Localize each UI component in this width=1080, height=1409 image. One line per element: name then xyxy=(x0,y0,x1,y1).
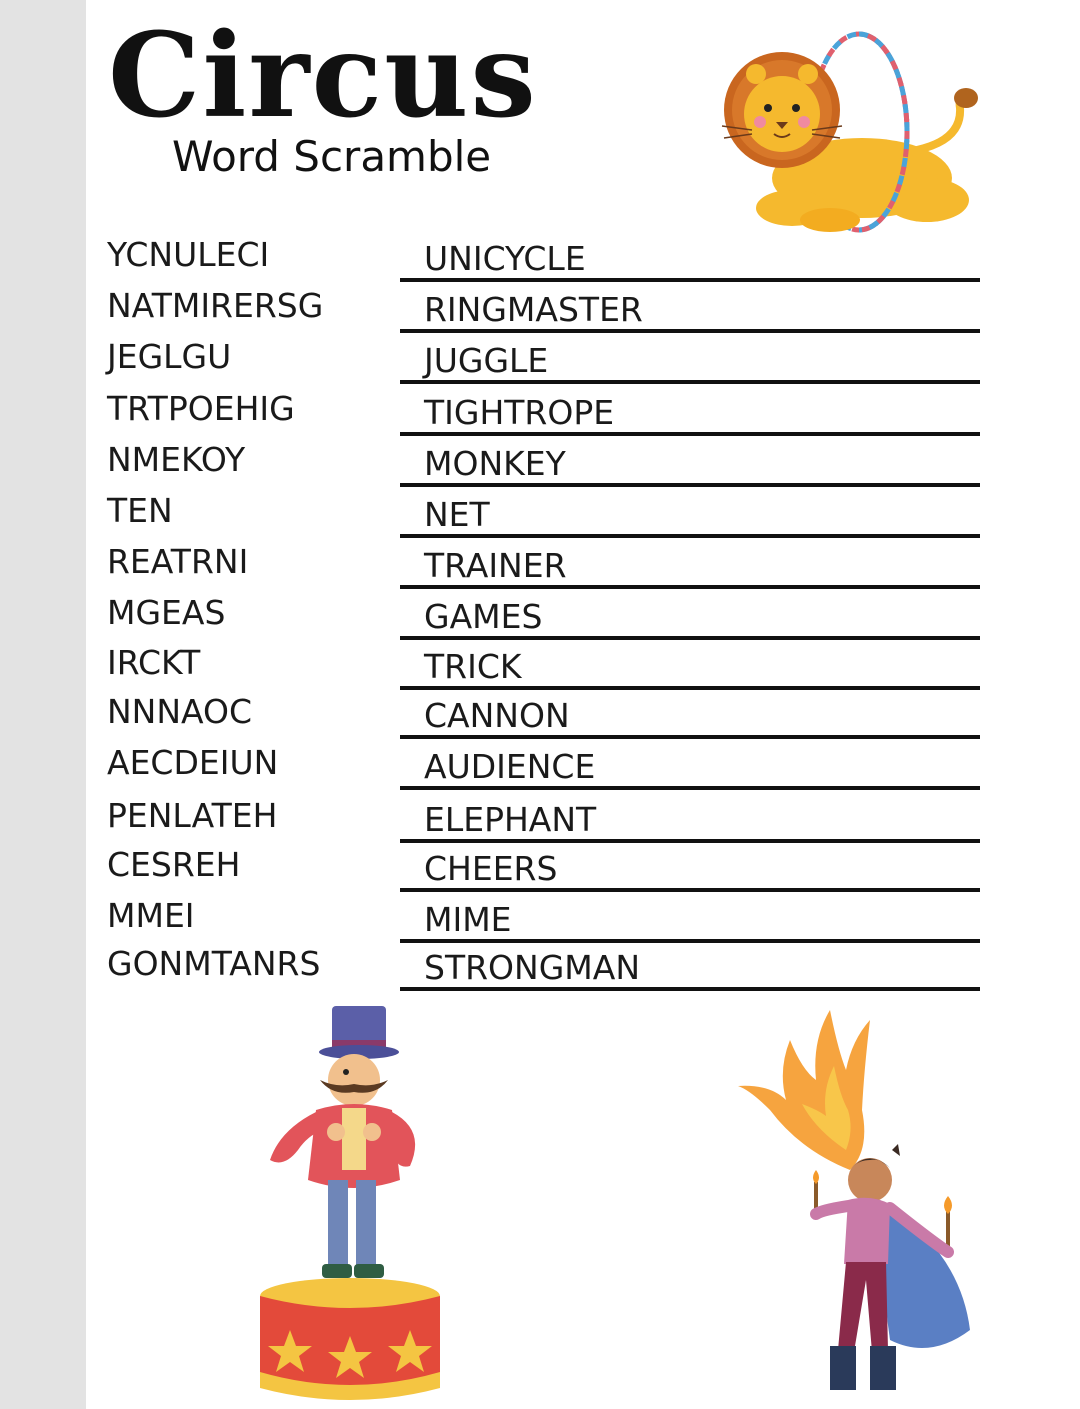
answer-line xyxy=(400,939,980,943)
answer-word: CANNON xyxy=(424,696,570,735)
answer-line xyxy=(400,585,980,589)
answer-word: MONKEY xyxy=(424,444,566,483)
answer-word: ELEPHANT xyxy=(424,800,597,839)
word-row xyxy=(0,945,1080,996)
answer-word: TIGHTROPE xyxy=(424,393,615,432)
answer-line xyxy=(400,483,980,487)
scrambled-word: REATRNI xyxy=(107,542,249,581)
scrambled-word: MGEAS xyxy=(107,593,226,632)
word-row xyxy=(0,338,1080,389)
answer-word: JUGGLE xyxy=(424,341,549,380)
scrambled-word: GONMTANRS xyxy=(107,944,321,983)
word-row xyxy=(0,846,1080,897)
word-row xyxy=(0,543,1080,594)
answer-line xyxy=(400,432,980,436)
answer-word: STRONGMAN xyxy=(424,948,640,987)
answer-word: NET xyxy=(424,495,490,534)
answer-word: RINGMASTER xyxy=(424,290,643,329)
answer-word: TRAINER xyxy=(424,546,567,585)
word-row xyxy=(0,492,1080,543)
answer-line xyxy=(400,534,980,538)
answer-word: UNICYCLE xyxy=(424,239,586,278)
answer-line xyxy=(400,686,980,690)
scrambled-word: NMEKOY xyxy=(107,440,246,479)
scrambled-word: CESREH xyxy=(107,845,241,884)
worksheet-subtitle: Word Scramble xyxy=(172,132,492,181)
word-row xyxy=(0,236,1080,287)
answer-word: MIME xyxy=(424,900,512,939)
scrambled-word: IRCKT xyxy=(107,643,201,682)
answer-word: GAMES xyxy=(424,597,543,636)
scrambled-word: AECDEIUN xyxy=(107,743,279,782)
worksheet-title: Circus xyxy=(108,8,538,144)
word-row xyxy=(0,390,1080,441)
word-row xyxy=(0,797,1080,848)
answer-line xyxy=(400,888,980,892)
answer-line xyxy=(400,786,980,790)
word-row xyxy=(0,693,1080,744)
answer-line xyxy=(400,278,980,282)
word-row xyxy=(0,441,1080,492)
word-row xyxy=(0,594,1080,645)
answer-line xyxy=(400,987,980,991)
answer-word: TRICK xyxy=(424,647,522,686)
word-row xyxy=(0,644,1080,695)
scrambled-word: YCNULECI xyxy=(107,235,270,274)
fire-breather-illustration xyxy=(730,1000,980,1405)
answer-line xyxy=(400,380,980,384)
answer-line xyxy=(400,839,980,843)
answer-word: CHEERS xyxy=(424,849,558,888)
answer-line xyxy=(400,735,980,739)
scrambled-word: TRTPOEHIG xyxy=(107,389,295,428)
word-row xyxy=(0,897,1080,948)
ringmaster-on-pedestal-illustration xyxy=(250,1000,450,1405)
scrambled-word: JEGLGU xyxy=(107,337,232,376)
scrambled-word: PENLATEH xyxy=(107,796,278,835)
word-row xyxy=(0,287,1080,338)
scrambled-word: MMEI xyxy=(107,896,195,935)
answer-line xyxy=(400,329,980,333)
scrambled-word: NNNAOC xyxy=(107,692,253,731)
word-row xyxy=(0,744,1080,795)
answer-line xyxy=(400,636,980,640)
scrambled-word: NATMIRERSG xyxy=(107,286,324,325)
scrambled-word: TEN xyxy=(107,491,173,530)
answer-word: AUDIENCE xyxy=(424,747,596,786)
